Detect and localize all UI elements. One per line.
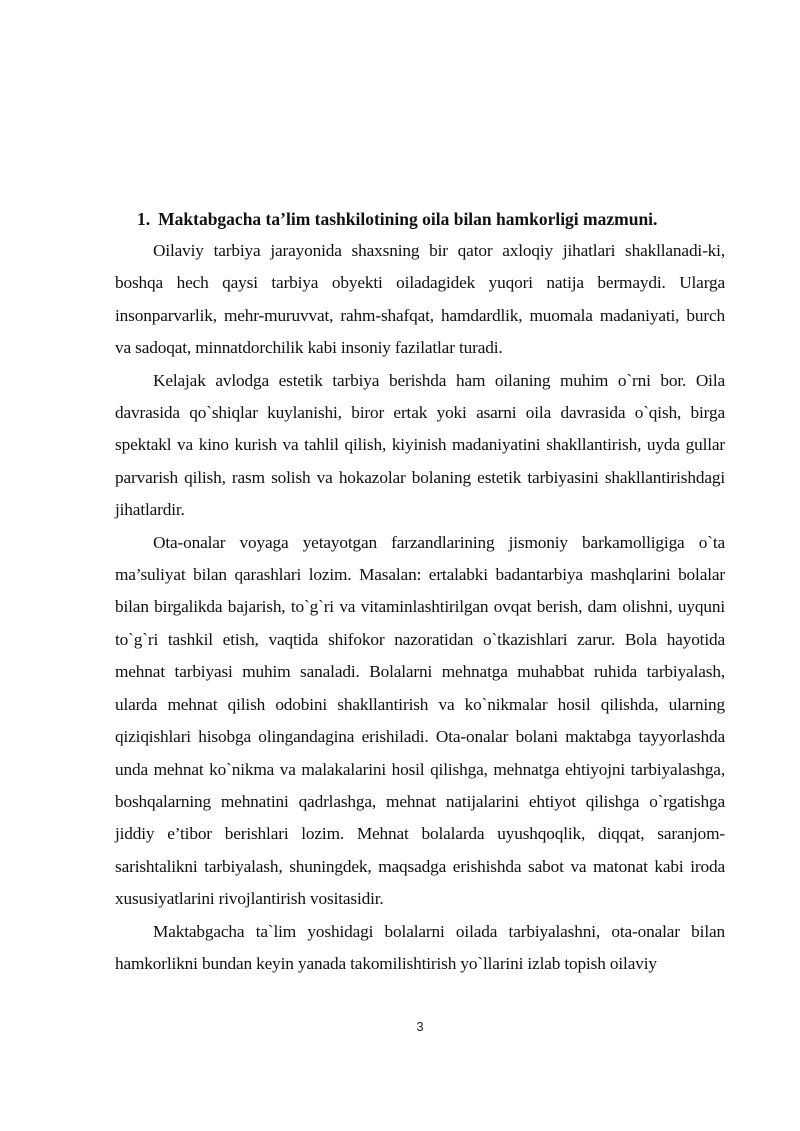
paragraph-3: Ota-onalar voyaga yetayotgan farzandlarining jismoniy barkamolligiga o`ta ma’suliyat bilan qarashlari lozim. Masalan: ertalabki badantarbiya mashqlarini bolalar bilan birgalikda bajarish, to`g`ri va vitaminlashtirilgan ovqat berish, dam olishni, uyquni to`g`ri tashkil etish, vaqtida shifokor nazoratidan o`tkazishlari zarur. Bola hayotida mehnat tarbiyasi muhim sanaladi. Bolalarni mehnatga muhabbat ruhida tarbiyalash, ularda mehnat qilish odobini shakllantirish va ko`nikmalar hosil qilishda, ularning qiziqishlari hisobga olingandagina erishiladi. Ota-onalar bolani maktabga tayyorlashda unda mehnat ko`nikma va malakalarini hosil qilishga, mehnatga ehtiyojni tarbiyalashga, boshqalarning mehnatini qadrlashga, mehnat natijalarini ehtiyot qilishga o`rgatishga jiddiy e’tibor berishlari lozim. Mehnat bolalarda uyushqoqlik, diqqat, saranjom-sarishtalikni tarbiyalash, shuningdek, maqsadga erishishda sabot va matonat kabi iroda xususiyatlarini rivojlantirish vositasidir. xyxy=(115,532,725,909)
section-number: 1. xyxy=(137,209,151,229)
paragraph-1: Oilaviy tarbiya jarayonida shaxsning bir qator axloqiy jihatlari shakllanadi-ki, boshqa hech qaysi tarbiya obyekti oiladagidek yuqori natija bermaydi. Ularga insonparvarlik, mehr-muruvvat, rahm-shafqat, hamdardlik, muomala madaniyati, burch va sadoqat, minnatdorchilik kabi insoniy fazilatlar turadi. xyxy=(115,241,725,358)
section-heading xyxy=(115,204,725,235)
page-number: 3 xyxy=(416,1019,424,1034)
paragraph-4: Maktabgacha ta`lim yoshidagi bolalarni oilada tarbiyalashni, ota-onalar bilan hamkorlikni bundan keyin yanada takomilishtirish yo`llarini izlab topish oilaviy xyxy=(115,921,725,973)
paragraph-2: Kelajak avlodga estetik tarbiya berishda ham oilaning muhim o`rni bor. Oila davrasida qo`shiqlar kuylanishi, biror ertak yoki asarni oila davrasida o`qish, birga spektakl va kino kurish va tahlil qilish, kiyinish madaniyatini shakllantirish, uyda gullar parvarish qilish, rasm solish va hokazolar bolaning estetik tarbiyasini shakllantirishdagi jihatlardir. xyxy=(115,370,725,520)
section-title: Maktabgacha ta’lim tashkilotining oila bilan hamkorligi mazmuni. xyxy=(158,209,658,229)
page-body xyxy=(115,204,725,980)
